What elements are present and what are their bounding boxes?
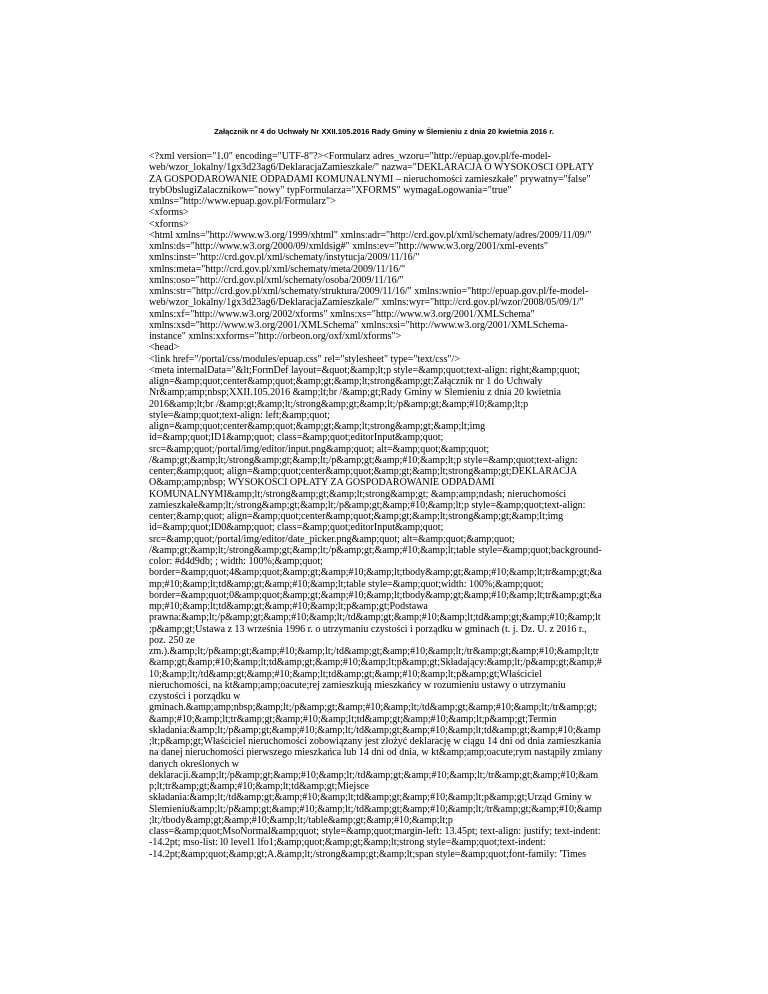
text-line: xmlns:meta="http://crd.gov.pl/xml/schematy/meta/2009/11/16/" bbox=[149, 263, 406, 275]
text-line: gminach.&amp;amp;nbsp;&amp;lt;/p&amp;gt;&amp;#10;&amp;lt;/td&amp;gt;&amp;#10;&amp;lt;/tr&amp;gt; bbox=[149, 702, 598, 714]
text-line: style=&amp;quot;text-align: left;&amp;quot; bbox=[149, 409, 330, 421]
text-line: align=&amp;quot;center&amp;quot;&amp;gt;&amp;lt;strong&amp;gt;Załącznik nr 1 do Uchwały bbox=[149, 376, 543, 387]
attachment-header: Załącznik nr 4 do Uchwały Nr XXII.105.2016 Rady Gminy w Ślemieniu z dnia 20 kwietnia 2016 r. bbox=[214, 127, 554, 136]
text-line: xmlns="http://www.epuap.gov.pl/Formularz"> bbox=[149, 196, 336, 207]
text-line: id=&amp;quot;ID1&amp;quot; class=&amp;quot;editorInput&amp;quot; bbox=[149, 432, 444, 444]
text-line: xmlns:xf="http://www.w3.org/2002/xforms" xmlns:xs="http://www.w3.org/2001/XMLSchema" bbox=[149, 308, 535, 320]
text-line: center;&amp;quot; align=&amp;quot;center&amp;quot;&amp;gt;&amp;lt;strong&amp;gt;&amp;lt;img bbox=[149, 511, 564, 522]
text-line: składania:&amp;lt;/p&amp;gt;&amp;#10;&amp;lt;/td&amp;gt;&amp;#10;&amp;lt;td&amp;gt;&amp;#10;&amp bbox=[149, 724, 601, 736]
text-line: border=&amp;quot;0&amp;quot;&amp;gt;&amp;#10;&amp;lt;tbody&amp;gt;&amp;#10;&amp;lt;tr&amp;gt;&a bbox=[149, 589, 602, 601]
text-line: Nr&amp;amp;nbsp;XXII.105.2016 &amp;lt;br /&amp;gt;Rady Gminy w Ślemieniu z dnia 20 kwietnia bbox=[149, 387, 561, 399]
text-line: 10;&amp;lt;/td&amp;gt;&amp;#10;&amp;lt;td&amp;gt;&amp;#10;&amp;lt;p&amp;gt;Właściciel bbox=[149, 668, 542, 680]
text-line: 2016&amp;lt;br /&amp;gt;&amp;lt;/strong&amp;gt;&amp;lt;/p&amp;gt;&amp;#10;&amp;lt;p bbox=[149, 398, 529, 410]
text-line: zamieszkałe&amp;lt;/strong&amp;gt;&amp;lt;/p&amp;gt;&amp;#10;&amp;lt;p style=&amp;quot;text-align: bbox=[149, 499, 586, 511]
text-line: trybObslugiZalacznikow="nowy" typFormularza="XFORMS" wymagaLogowania="true" bbox=[149, 184, 512, 196]
text-line: <meta internalData="&lt;FormDef layout=&quot;&amp;lt;p style=&amp;quot;text-align: right;&amp;quot; bbox=[149, 364, 581, 376]
text-line: poz. 250 ze bbox=[149, 634, 195, 646]
text-line: KOMUNALNYMI&amp;lt;/strong&amp;gt;&amp;lt;strong&amp;gt; &amp;amp;ndash; nieruchomości bbox=[149, 488, 567, 500]
text-line: xmlns:ds="http://www.w3.org/2000/09/xmldsig#" xmlns:ev="http://www.w3.org/2001/xml-events" bbox=[149, 241, 548, 252]
text-line: ;lt;p&amp;gt;Właściciel nieruchomości zobowiązany jest złożyć deklarację w ciągu 14 dni od dnia zamieszkania bbox=[149, 736, 602, 747]
xml-source-text bbox=[149, 151, 627, 991]
text-line: xmlns:oso="http://crd.gov.pl/xml/schematy/osoba/2009/11/16/" bbox=[149, 274, 404, 286]
text-line: nieruchomości, na kt&amp;amp;oacute;rej zamieszkują mieszkańcy w rozumieniu ustawy o utrzymaniu bbox=[149, 679, 566, 691]
text-line: mp;#10;&amp;lt;td&amp;gt;&amp;#10;&amp;lt;p&amp;gt;Podstawa bbox=[149, 601, 428, 612]
text-line: <?xml version="1.0" encoding="UTF-8"?><Formularz adres_wzoru="http://epuap.gov.pl/fe-model- bbox=[149, 151, 551, 162]
text-line: Ślemieniu&amp;lt;/p&amp;gt;&amp;#10;&amp;lt;/td&amp;gt;&amp;#10;&amp;lt;/tr&amp;gt;&amp;#10;&amp bbox=[149, 803, 602, 815]
text-line: color: #d4d9db; ; width: 100%;&amp;quot; bbox=[149, 556, 323, 567]
text-line: <xforms> bbox=[149, 207, 189, 219]
text-line: p;lt;tr&amp;gt;&amp;#10;&amp;lt;td&amp;gt;Miejsce bbox=[149, 781, 369, 792]
text-line: &amp;gt;&amp;#10;&amp;lt;td&amp;gt;&amp;#10;&amp;lt;p&amp;gt;Składający:&amp;lt;/p&amp;gt;&amp;# bbox=[149, 657, 602, 669]
text-line: -14.2pt; mso-list: l0 level1 lfo1;&amp;quot;&amp;gt;&amp;lt;strong style=&amp;quot;text-indent: bbox=[149, 837, 546, 849]
text-line: na danej nieruchomości pierwszego mieszkańca lub 14 dni od dnia, w kt&amp;amp;oacute;rym nastąpiły zmiany bbox=[149, 747, 603, 759]
text-line: <link href="/portal/css/modules/epuap.css" rel="stylesheet" type="text/css"/> bbox=[149, 353, 460, 365]
text-line: zm.).&amp;lt;/p&amp;gt;&amp;#10;&amp;lt;/td&amp;gt;&amp;#10;&amp;lt;/tr&amp;gt;&amp;#10;&amp;lt;tr bbox=[149, 646, 599, 657]
text-line: &amp;#10;&amp;lt;tr&amp;gt;&amp;#10;&amp;lt;td&amp;gt;&amp;#10;&amp;lt;p&amp;gt;Termin bbox=[149, 713, 557, 725]
text-line: instance" xmlns:xxforms="http://orbeon.org/oxf/xml/xforms"> bbox=[149, 331, 402, 342]
text-line: align=&amp;quot;center&amp;quot;&amp;gt;&amp;lt;strong&amp;gt;&amp;lt;img bbox=[149, 421, 486, 432]
text-line: ZA GOSPODAROWANIE ODPADAMI KOMUNALNYMI – nieruchomości zamieszkałe" prywatny="false" bbox=[149, 173, 591, 185]
text-line: web/wzor_lokalny/1gx3d23ag6/DeklaracjaZamieszkale/" xmlns:wyr="http://crd.gov.pl/wzor/2008/05/09/1/" bbox=[149, 297, 584, 309]
text-line: <xforms> bbox=[149, 218, 189, 230]
text-line: /&amp;gt;&amp;lt;/strong&amp;gt;&amp;lt;/p&amp;gt;&amp;#10;&amp;lt;p style=&amp;quot;text-align: bbox=[149, 454, 578, 466]
text-line: id=&amp;quot;ID0&amp;quot; class=&amp;quot;editorInput&amp;quot; bbox=[149, 522, 444, 534]
text-line: class=&amp;quot;MsoNormal&amp;quot; style=&amp;quot;margin-left: 13.45pt; text-align: justify; text-indent: bbox=[149, 826, 601, 837]
text-line: ;p&amp;gt;Ustawa z 13 września 1996 r. o utrzymaniu czystości i porządku w gminach (t. j. Dz. U. z 2016 r., bbox=[149, 623, 587, 635]
text-line: czystości i porządku w bbox=[149, 691, 241, 702]
text-line: prawna:&amp;lt;/p&amp;gt;&amp;#10;&amp;lt;/td&amp;gt;&amp;#10;&amp;lt;td&amp;gt;&amp;#10;&amp;lt bbox=[149, 612, 601, 624]
text-line: web/wzor_lokalny/1gx3d23ag6/DeklaracjaZamieszkale/" nazwa="DEKLARACJA O WYSOKOŚCI OPŁATY bbox=[149, 162, 595, 174]
text-line: src=&amp;quot;/portal/img/editor/input.png&amp;quot; alt=&amp;quot;&amp;quot; bbox=[149, 443, 490, 455]
text-line: -14.2pt;&amp;quot;&amp;gt;A.&amp;lt;/strong&amp;gt;&amp;lt;span style=&amp;quot;font-family: 'Times bbox=[149, 848, 587, 860]
text-line: center;&amp;quot; align=&amp;quot;center&amp;quot;&amp;gt;&amp;lt;strong&amp;gt;DEKLARACJA bbox=[149, 466, 578, 477]
text-line: src=&amp;quot;/portal/img/editor/date_picker.png&amp;quot; alt=&amp;quot;&amp;quot; bbox=[149, 533, 515, 545]
text-line: xmlns:inst="http://crd.gov.pl/xml/schematy/instytucja/2009/11/16/" bbox=[149, 252, 420, 264]
text-line: deklaracji.&amp;lt;/p&amp;gt;&amp;#10;&amp;lt;/td&amp;gt;&amp;#10;&amp;lt;/tr&amp;gt;&amp;#10;&am bbox=[149, 769, 599, 781]
text-line: danych określonych w bbox=[149, 758, 239, 770]
text-line: xmlns:xsd="http://www.w3.org/2001/XMLSchema" xmlns:xsi="http://www.w3.org/2001/XMLSchema- bbox=[149, 319, 568, 331]
text-line: ;lt;/tbody&amp;gt;&amp;#10;&amp;lt;/table&amp;gt;&amp;#10;&amp;lt;p bbox=[149, 814, 453, 826]
text-line: <head> bbox=[149, 342, 180, 354]
text-line: <html xmlns="http://www.w3.org/1999/xhtml" xmlns:adr="http://crd.gov.pl/xml/schematy/adres/2009/11/09/" bbox=[149, 229, 592, 241]
text-line: border=&amp;quot;4&amp;quot;&amp;gt;&amp;#10;&amp;lt;tbody&amp;gt;&amp;#10;&amp;lt;tr&amp;gt;&a bbox=[149, 567, 602, 579]
text-line: xmlns:str="http://crd.gov.pl/xml/schematy/struktura/2009/11/16/" xmlns:wnio="http://epuap.gov.pl/fe-model- bbox=[149, 286, 589, 297]
text-line: /&amp;gt;&amp;lt;/strong&amp;gt;&amp;lt;/p&amp;gt;&amp;#10;&amp;lt;table style=&amp;quot;background- bbox=[149, 544, 602, 556]
text-line: O&amp;amp;nbsp; WYSOKOŚCI OPŁATY ZA GOSPODAROWANIE ODPADAMI bbox=[149, 477, 495, 489]
text-line: mp;#10;&amp;lt;td&amp;gt;&amp;#10;&amp;lt;table style=&amp;quot;width: 100%;&amp;quot; bbox=[149, 578, 544, 590]
text-line: składania:&amp;lt;/td&amp;gt;&amp;#10;&amp;lt;td&amp;gt;&amp;#10;&amp;lt;p&amp;gt;Urząd Gminy w bbox=[149, 792, 592, 804]
